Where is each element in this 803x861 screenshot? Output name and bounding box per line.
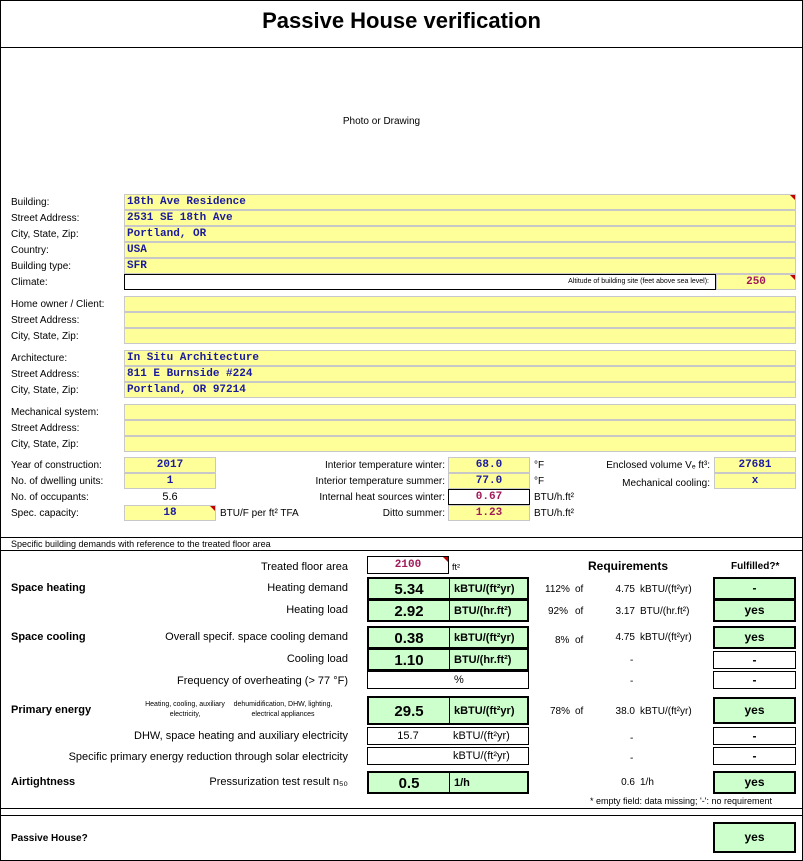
pressurization-label: Pressurization test result n₅₀ (209, 776, 348, 788)
climate-field[interactable] (124, 274, 716, 290)
cooling-demand-unit: kBTU/(ft²yr) (454, 632, 515, 644)
temp-winter-label: Interior temperature winter: (324, 460, 445, 471)
passive-house-result: yes (713, 822, 796, 853)
divider (449, 601, 450, 620)
heating-load-req: 3.17 (615, 606, 635, 617)
occupants-label: No. of occupants: (11, 492, 89, 503)
tfa-label: Treated floor area (260, 561, 348, 573)
overheating-fulfilled: - (713, 671, 796, 689)
heat-winter-label: Internal heat sources winter: (319, 492, 445, 503)
primary-energy-unit: kBTU/(ft²yr) (454, 705, 515, 717)
architecture-city-field[interactable]: Portland, OR 97214 (124, 382, 796, 398)
temp-summer-field[interactable]: 77.0 (448, 473, 530, 489)
cooling-label: Mechanical cooling: (622, 478, 710, 489)
heating-load-fulfilled: yes (713, 599, 796, 622)
dhw-value: 15.7 (397, 730, 419, 742)
building-type-field[interactable]: SFR (124, 258, 796, 274)
space-heating-section: Space heating (11, 582, 86, 594)
heating-load-req-unit: BTU/(hr.ft²) (640, 606, 690, 617)
space-cooling-section: Space cooling (11, 631, 86, 643)
airtightness-unit: 1/h (454, 777, 470, 789)
heating-load-unit: BTU/(hr.ft²) (454, 605, 512, 617)
solar-unit: kBTU/(ft²yr) (453, 750, 510, 762)
heating-demand-pct: 112% (545, 584, 570, 595)
building-name-field[interactable]: 18th Ave Residence (124, 194, 796, 210)
tfa-unit: ft² (452, 562, 460, 572)
primary-energy-req: 38.0 (615, 706, 635, 717)
overheating-box (367, 671, 529, 689)
architecture-street-field[interactable]: 811 E Burnside #224 (124, 366, 796, 382)
cooling-field[interactable]: x (714, 473, 796, 489)
mechanical-label: Mechanical system: (11, 407, 99, 418)
capacity-field[interactable]: 18 (124, 505, 216, 521)
owner-city-label: City, State, Zip: (11, 331, 79, 342)
primary-energy-section: Primary energy (11, 704, 92, 716)
architecture-label: Architecture: (11, 353, 68, 364)
cooling-load-unit: BTU/(hr.ft²) (454, 654, 512, 666)
overheating-unit: % (454, 674, 464, 686)
cooling-demand-req-unit: kBTU/(ft²yr) (640, 632, 692, 643)
solar-fulfilled: - (713, 747, 796, 765)
volume-label: Enclosed volume Vₑ ft³: (606, 460, 710, 471)
building-country-field[interactable]: USA (124, 242, 796, 258)
divider (0, 815, 803, 816)
dhw-fulfilled: - (713, 727, 796, 745)
of-label: of (575, 606, 584, 617)
demands-header: Specific building demands with reference to the treated floor area (11, 539, 271, 549)
cooling-load-req: - (630, 655, 634, 666)
owner-street-label: Street Address: (11, 315, 80, 326)
units-label: No. of dwelling units: (11, 476, 104, 487)
building-street-field[interactable]: 2531 SE 18th Ave (124, 210, 796, 226)
divider (0, 47, 803, 48)
cooling-demand-fulfilled: yes (713, 626, 796, 649)
of-label: of (575, 584, 584, 595)
airtightness-box (367, 771, 529, 794)
mechanical-city-label: City, State, Zip: (11, 439, 79, 450)
climate-label: Climate: (11, 277, 48, 288)
cooling-load-value: 1.10 (394, 652, 424, 669)
divider (449, 579, 450, 598)
country-label: Country: (11, 245, 49, 256)
solar-box (367, 747, 529, 765)
altitude-label: Altitude of building site (feet above sea level): (568, 278, 709, 285)
heating-demand-req: 4.75 (615, 584, 635, 595)
owner-label: Home owner / Client: (11, 299, 105, 310)
year-field[interactable]: 2017 (124, 457, 216, 473)
cooling-demand-box (367, 626, 529, 649)
capacity-label: Spec. capacity: (11, 508, 79, 519)
solar-req: - (630, 753, 634, 764)
heating-demand-unit: kBTU/(ft²yr) (454, 583, 515, 595)
heating-load-label: Heating load (286, 604, 348, 616)
solar-label: Specific primary energy reduction through solar electricity (68, 751, 348, 763)
heat-summer-unit: BTU/h.ft² (534, 508, 575, 519)
heat-winter-value: 0.67 (475, 491, 503, 503)
building-label: Building: (11, 197, 50, 208)
dhw-req: - (630, 733, 634, 744)
building-type-label: Building type: (11, 261, 72, 272)
of-label: of (575, 635, 584, 646)
of-label: of (575, 706, 584, 717)
altitude-field[interactable]: 250 (716, 274, 796, 290)
heating-demand-value: 5.34 (394, 581, 424, 598)
units-field[interactable]: 1 (124, 473, 216, 489)
primary-note-1: Heating, cooling, auxiliary electricity, (145, 701, 225, 718)
heating-demand-box (367, 577, 529, 600)
building-city-field[interactable]: Portland, OR (124, 226, 796, 242)
passive-house-label: Passive House? (11, 833, 88, 844)
heating-demand-req-unit: kBTU/(ft²yr) (640, 584, 692, 595)
temp-summer-unit: °F (534, 476, 545, 487)
primary-energy-pct: 78% (550, 706, 571, 717)
city-label: City, State, Zip: (11, 229, 79, 240)
mechanical-field[interactable] (124, 404, 796, 420)
heating-load-value: 2.92 (394, 603, 424, 620)
temp-winter-field[interactable]: 68.0 (448, 457, 530, 473)
heating-load-pct: 92% (548, 606, 569, 617)
architecture-city-label: City, State, Zip: (11, 385, 79, 396)
volume-field[interactable]: 27681 (714, 457, 796, 473)
overheating-label: Frequency of overheating (> 77 °F) (176, 675, 348, 687)
primary-energy-fulfilled: yes (713, 697, 796, 724)
heating-demand-label: Heating demand (267, 582, 348, 594)
occupants-value: 5.6 (162, 491, 178, 503)
cooling-demand-value: 0.38 (394, 630, 424, 647)
temp-summer-label: Interior temperature summer: (315, 476, 445, 487)
tfa-box[interactable] (367, 556, 449, 574)
year-label: Year of construction: (11, 460, 102, 471)
divider (0, 537, 803, 538)
tfa-value: 2100 (394, 559, 422, 571)
cooling-load-box (367, 648, 529, 671)
airtightness-section: Airtightness (11, 776, 76, 788)
cooling-demand-pct: 8% (555, 635, 570, 646)
primary-energy-value: 29.5 (394, 703, 424, 720)
architecture-street-label: Street Address: (11, 369, 80, 380)
footnote: * empty field: data missing; '-': no requirement (590, 796, 773, 806)
heat-winter-unit: BTU/h.ft² (534, 492, 575, 503)
primary-note-2: dehumidification, DHW, lighting, electrical appliances (233, 701, 333, 718)
cooling-demand-label: Overall specif. space cooling demand (165, 631, 348, 643)
divider (0, 550, 803, 551)
temp-winter-unit: °F (534, 460, 545, 471)
airtightness-fulfilled: yes (713, 771, 796, 794)
owner-field[interactable] (124, 296, 796, 312)
dhw-box (367, 727, 529, 745)
airtightness-value: 0.5 (398, 775, 420, 792)
mechanical-city-field[interactable] (124, 436, 796, 452)
dhw-label: DHW, space heating and auxiliary electricity (134, 730, 348, 742)
heat-summer-label: Ditto summer: (382, 508, 445, 519)
divider (449, 698, 450, 723)
heat-summer-field[interactable]: 1.23 (448, 505, 530, 521)
street-label: Street Address: (11, 213, 80, 224)
heat-winter-box (448, 489, 530, 505)
owner-street-field[interactable] (124, 312, 796, 328)
divider (449, 650, 450, 669)
cooling-demand-req: 4.75 (615, 632, 635, 643)
requirements-header: Requirements (588, 559, 669, 573)
photo-placeholder: Photo or Drawing (342, 116, 421, 127)
airtightness-req-unit: 1/h (640, 777, 654, 788)
architecture-field[interactable]: In Situ Architecture (124, 350, 796, 366)
divider (449, 773, 450, 792)
primary-energy-req-unit: kBTU/(ft²yr) (640, 706, 692, 717)
mechanical-street-label: Street Address: (11, 423, 80, 434)
cooling-load-label: Cooling load (286, 653, 348, 665)
cooling-load-fulfilled: - (713, 651, 796, 669)
mechanical-street-field[interactable] (124, 420, 796, 436)
airtightness-req: 0.6 (621, 777, 635, 788)
divider (449, 628, 450, 647)
fulfilled-header: Fulfilled?* (731, 561, 780, 572)
capacity-unit: BTU/F per ft² TFA (220, 508, 299, 519)
dhw-unit: kBTU/(ft²yr) (453, 730, 510, 742)
owner-city-field[interactable] (124, 328, 796, 344)
heating-demand-fulfilled: - (713, 577, 796, 600)
page-title: Passive House verification (262, 8, 541, 33)
overheating-req: - (630, 676, 634, 687)
divider (0, 808, 803, 809)
heating-load-box (367, 599, 529, 622)
primary-energy-box (367, 696, 529, 725)
